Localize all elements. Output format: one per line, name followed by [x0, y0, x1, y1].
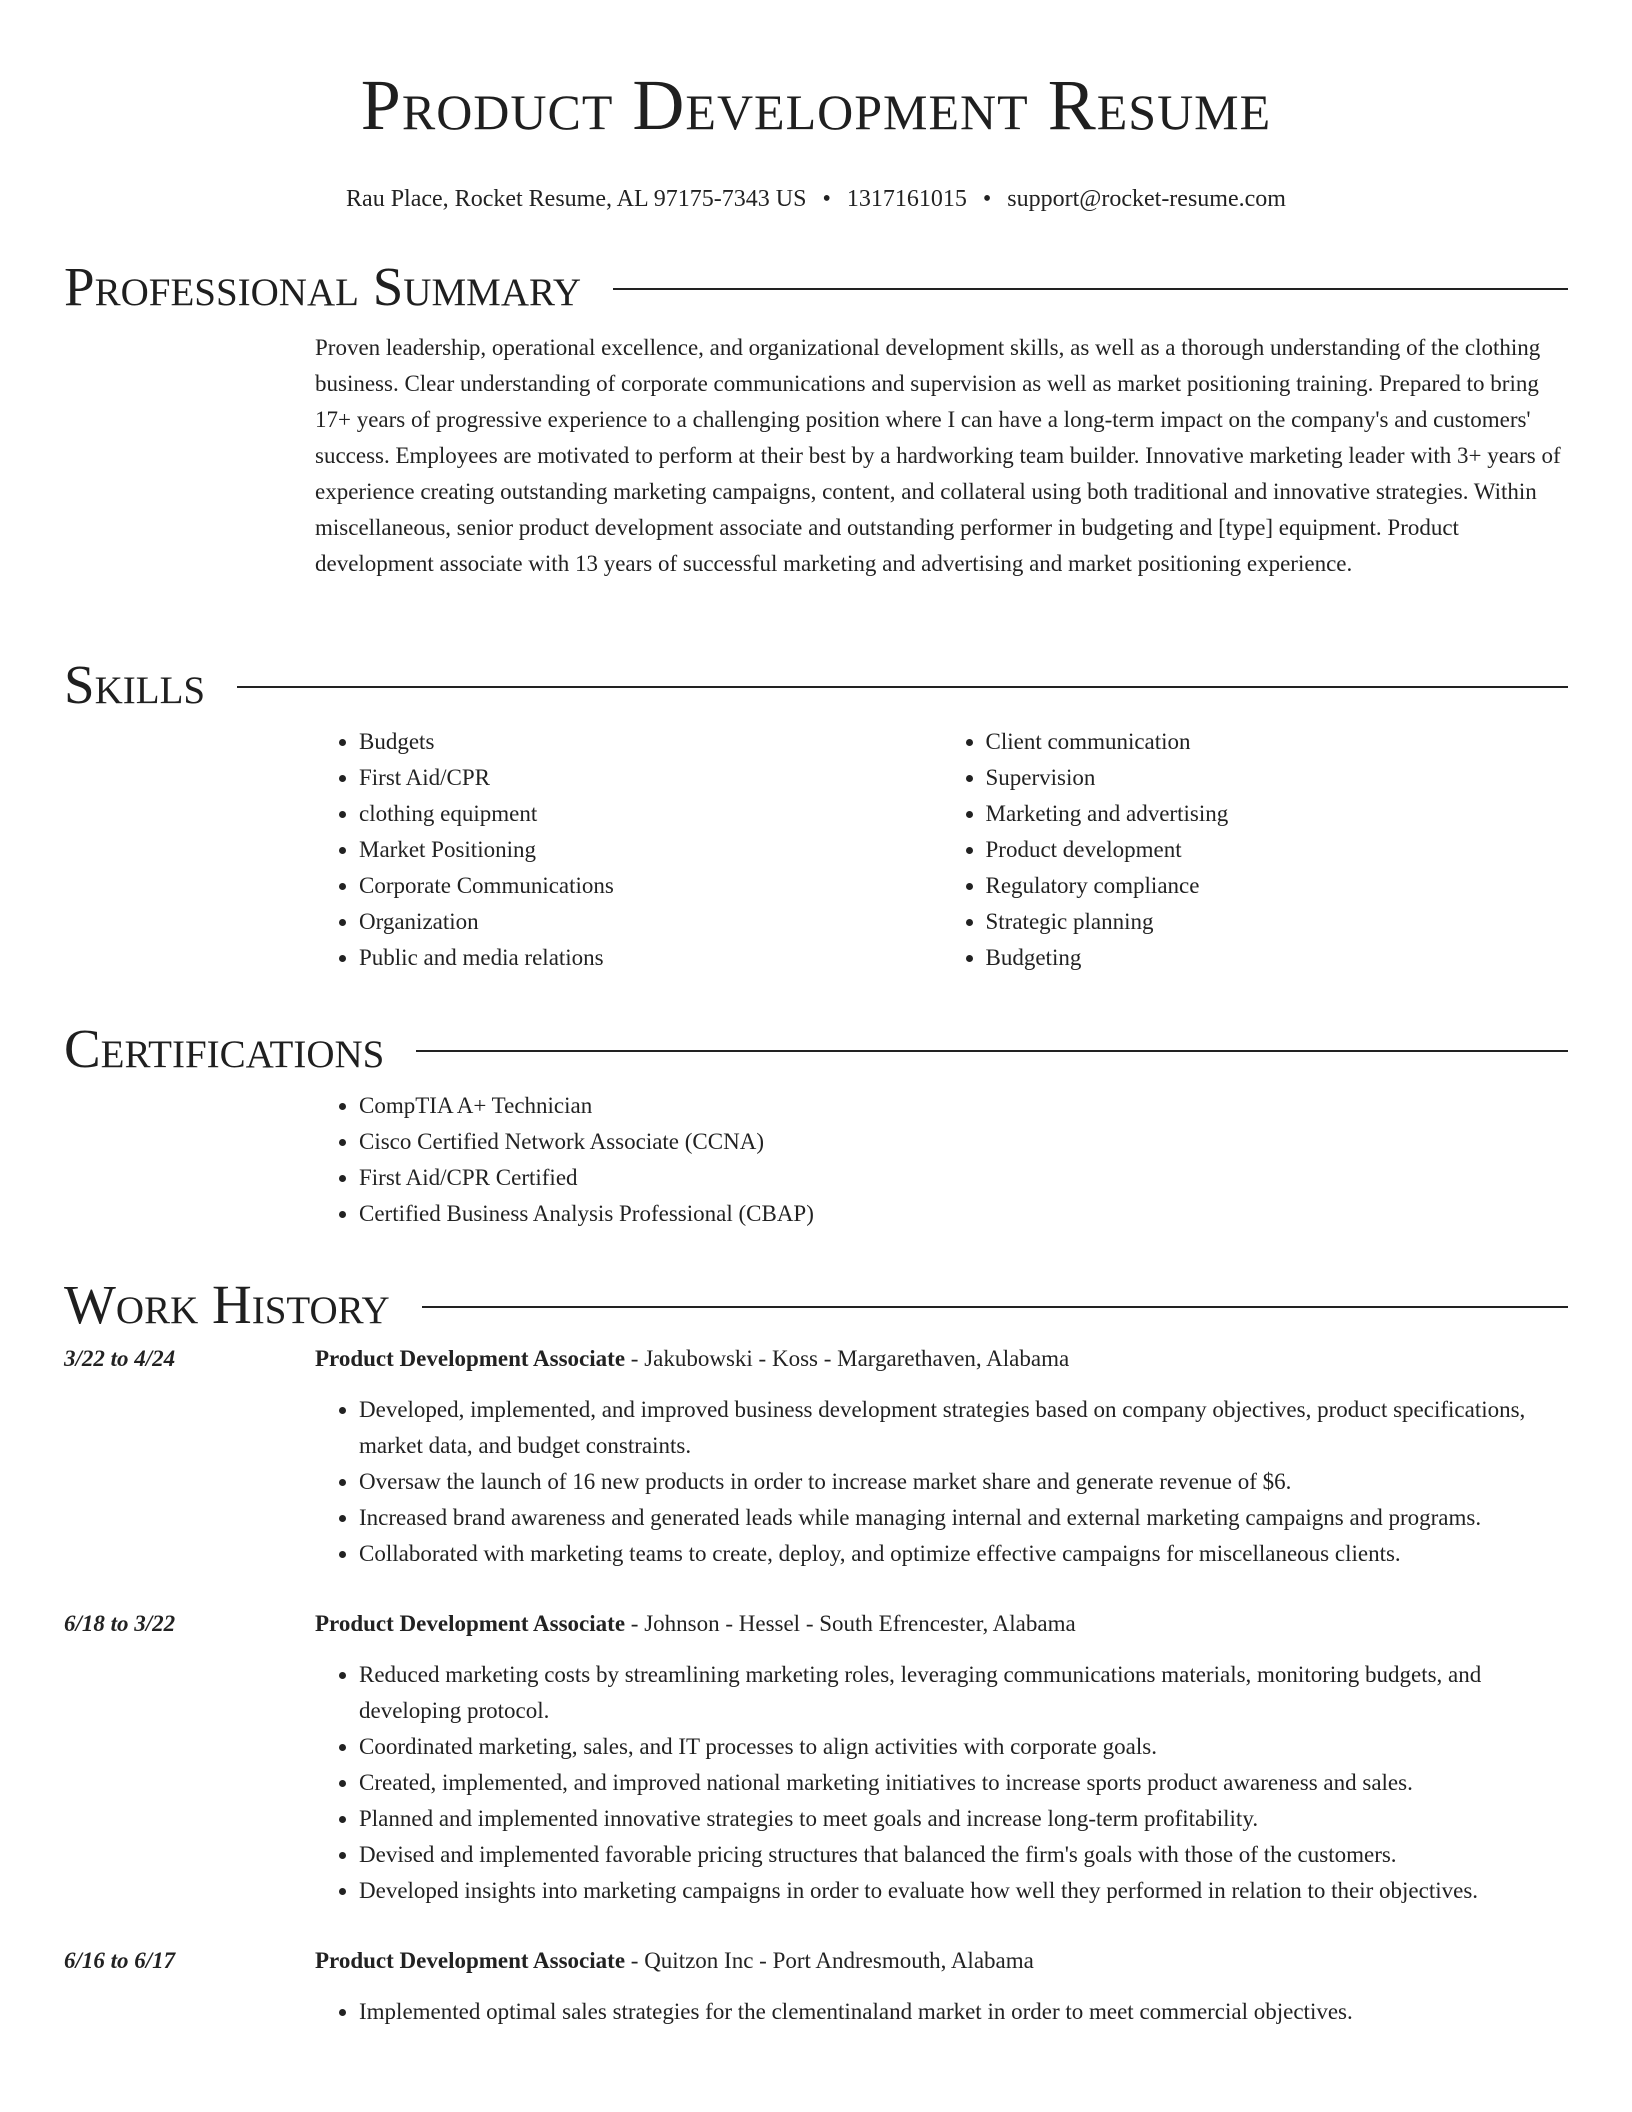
job-title: Product Development Associate	[315, 1346, 626, 1371]
certifications-body	[315, 1088, 1568, 1232]
summary-body	[315, 330, 1568, 582]
skill-item: • Strategic planning	[986, 904, 1569, 940]
job-bullet: • Planned and implemented innovative strategies to meet goals and increase long-term profitability.	[359, 1801, 1568, 1837]
job-entry	[64, 1341, 1568, 1572]
skill-item: • Client communication	[986, 724, 1569, 760]
work-history-section	[64, 1275, 1568, 2030]
skill-item: • Budgeting	[986, 940, 1569, 976]
summary-section	[64, 257, 1568, 582]
section-header	[64, 655, 1568, 715]
job-dates: 3/22 to 4/24	[64, 1346, 176, 1371]
section-header	[64, 257, 1568, 317]
job-employer: - Quitzon Inc - Port Andresmouth, Alabama	[625, 1948, 1034, 1973]
skill-item: • Market Positioning	[359, 832, 942, 868]
skill-item: • First Aid/CPR	[359, 760, 942, 796]
certification-item: • CompTIA A+ Technician	[359, 1088, 1568, 1124]
certifications-section	[64, 1019, 1568, 1232]
certification-item: • First Aid/CPR Certified	[359, 1160, 1568, 1196]
section-header	[64, 1275, 1568, 1335]
section-divider	[422, 1306, 1568, 1308]
job-employer: - Johnson - Hessel - South Efrencester, Alabama	[625, 1611, 1076, 1636]
separator: •	[822, 186, 831, 212]
job-details	[315, 1341, 1568, 1572]
phone: 1317161015	[846, 186, 967, 212]
job-bullet: • Developed, implemented, and improved business development strategies based on company objectives, product specifications, market data, and budget constraints.	[359, 1392, 1568, 1464]
certification-item: • Cisco Certified Network Associate (CCNA)	[359, 1124, 1568, 1160]
skill-item: • Corporate Communications	[359, 868, 942, 904]
job-details	[315, 1606, 1568, 1909]
job-title: Product Development Associate	[315, 1611, 626, 1636]
summary-text: Proven leadership, operational excellence, and organizational development skills, as well as a thorough understanding of the clothing business. Clear understanding of corporate communications and supervision as well as market positioning training. Prepared to bring 17+ years of progressive experience to a challenging position where I can have a long-term impact on the company's and customers' success. Employees are motivated to perform at their best by a hardworking team builder. Innovative marketing leader with 3+ years of experience creating outstanding marketing campaigns, content, and collateral using both traditional and innovative strategies. Within miscellaneous, senior product development associate and outstanding performer in budgeting and [type] equipment. Product development associate with 13 years of successful marketing and advertising and market positioning experience.	[315, 335, 1561, 576]
job-header	[315, 1943, 1568, 1979]
job-bullet: • Developed insights into marketing campaigns in order to evaluate how well they performed in relation to their objectives.	[359, 1873, 1568, 1909]
section-divider	[237, 686, 1568, 688]
skill-item: • Organization	[359, 904, 942, 940]
job-bullet: • Coordinated marketing, sales, and IT processes to align activities with corporate goals.	[359, 1729, 1568, 1765]
skills-list-left	[315, 724, 942, 976]
job-bullets	[315, 1657, 1568, 1909]
job-employer: - Jakubowski - Koss - Margarethaven, Alabama	[625, 1346, 1070, 1371]
job-bullet: • Collaborated with marketing teams to create, deploy, and optimize effective campaigns for miscellaneous clients.	[359, 1536, 1568, 1572]
job-header	[315, 1606, 1568, 1642]
job-bullet: • Implemented optimal sales strategies for the clementinaland market in order to meet commercial objectives.	[359, 1994, 1568, 2030]
job-details	[315, 1943, 1568, 2030]
skills-grid	[315, 724, 1568, 976]
contact-line	[0, 184, 1632, 214]
job-bullet: • Oversaw the launch of 16 new products in order to increase market share and generate revenue of $6.	[359, 1464, 1568, 1500]
skill-item: • clothing equipment	[359, 796, 942, 832]
job-bullet: • Devised and implemented favorable pricing structures that balanced the firm's goals with those of the customers.	[359, 1837, 1568, 1873]
job-header	[315, 1341, 1568, 1377]
skill-item: • Regulatory compliance	[986, 868, 1569, 904]
section-divider	[416, 1050, 1568, 1052]
certification-item: • Certified Business Analysis Professional (CBAP)	[359, 1196, 1568, 1232]
skill-item: • Marketing and advertising	[986, 796, 1569, 832]
skill-item: • Public and media relations	[359, 940, 942, 976]
section-title-work-history: Work History	[64, 1274, 390, 1335]
job-bullet: • Reduced marketing costs by streamlining marketing roles, leveraging communications materials, monitoring budgets, and developing protocol.	[359, 1657, 1568, 1729]
page-title: Product Development Resume	[360, 65, 1272, 145]
job-entry	[64, 1943, 1568, 2030]
job-title: Product Development Associate	[315, 1948, 626, 1973]
job-bullets	[315, 1994, 1568, 2030]
job-bullets	[315, 1392, 1568, 1572]
section-header	[64, 1019, 1568, 1079]
section-divider	[613, 288, 1568, 290]
job-dates: 6/16 to 6/17	[64, 1948, 176, 1973]
section-title-skills: Skills	[64, 654, 206, 715]
skills-list-right	[942, 724, 1569, 976]
certifications-list	[315, 1088, 1568, 1232]
email: support@rocket-resume.com	[1007, 186, 1286, 212]
skill-item: • Product development	[986, 832, 1569, 868]
skill-item: • Supervision	[986, 760, 1569, 796]
section-title-summary: Professional Summary	[64, 256, 582, 317]
separator: •	[982, 186, 992, 212]
skill-item: • Budgets	[359, 724, 942, 760]
address: Rau Place, Rocket Resume, AL 97175-7343 US	[346, 186, 807, 212]
skills-section	[64, 655, 1568, 976]
job-entry	[64, 1606, 1568, 1909]
job-bullet: • Increased brand awareness and generated leads while managing internal and external marketing campaigns and programs.	[359, 1500, 1568, 1536]
section-title-certifications: Certifications	[64, 1018, 385, 1079]
job-bullet: • Created, implemented, and improved national marketing initiatives to increase sports product awareness and sales.	[359, 1765, 1568, 1801]
job-dates: 6/18 to 3/22	[64, 1611, 176, 1636]
